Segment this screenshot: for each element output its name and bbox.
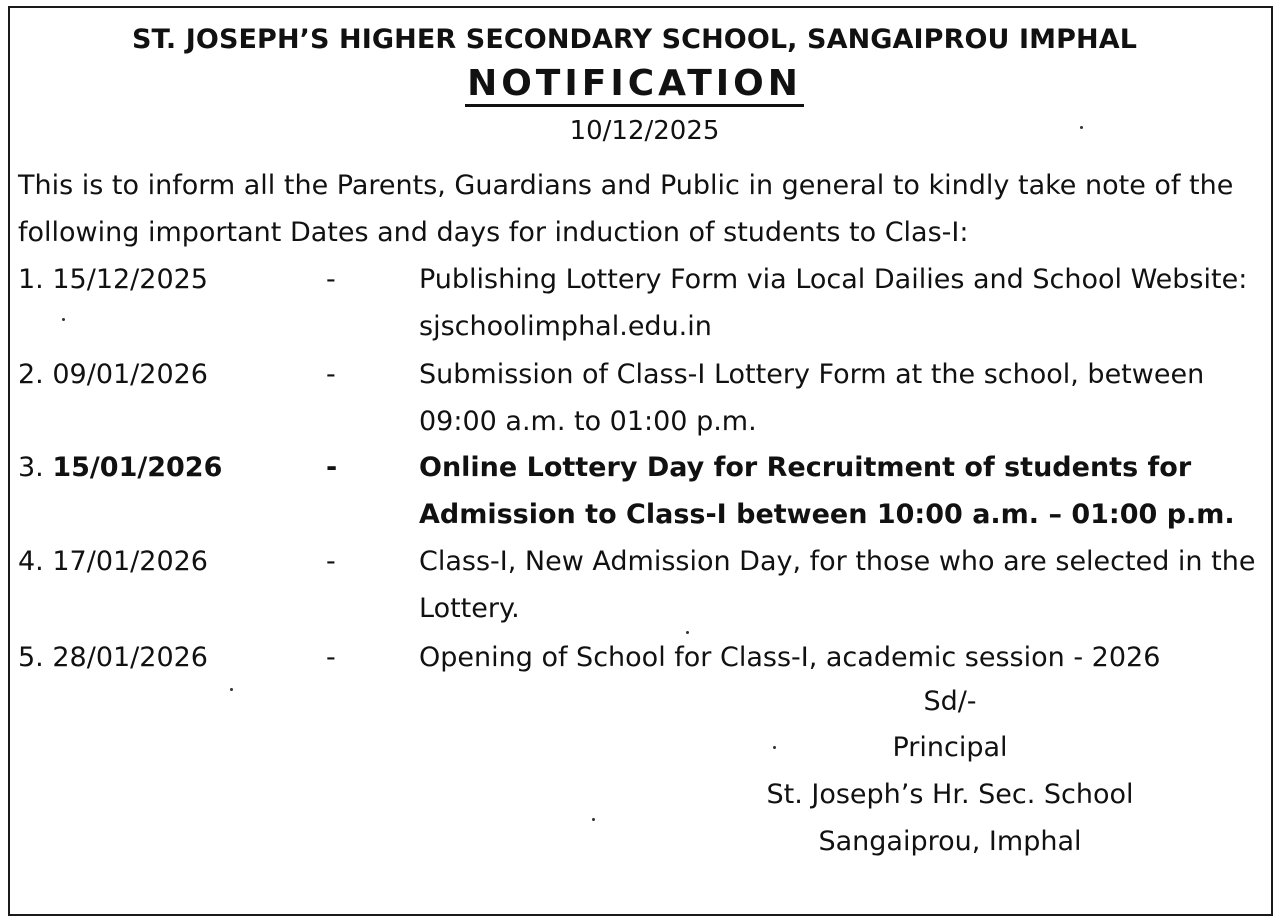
schedule-item-number: 5.	[18, 642, 44, 673]
schedule-item-description: Opening of School for Class-I, academic session - 2026	[419, 642, 1161, 673]
scan-speck	[62, 318, 65, 321]
schedule-item-number: 2.	[18, 359, 44, 390]
signature-school: St. Joseph’s Hr. Sec. School	[766, 779, 1134, 810]
notification-title: NOTIFICATION	[465, 64, 804, 107]
notice-date: 10/12/2025	[569, 116, 720, 146]
schedule-item-date	[18, 538, 318, 585]
scan-speck	[230, 688, 233, 691]
schedule-item-date-value: 15/01/2026	[52, 452, 223, 483]
scan-speck	[592, 818, 595, 821]
schedule-item-separator: -	[326, 264, 336, 295]
notification-heading	[0, 64, 1269, 107]
schedule-item-date-value: 17/01/2026	[52, 546, 208, 577]
scan-speck	[686, 631, 689, 634]
schedule-item-date	[18, 351, 318, 398]
schedule-item-date-value: 28/01/2026	[52, 642, 208, 673]
schedule-item-description: Online Lottery Day for Recruitment of students for Admission to Class-I between 10:00 a.m. – 01:00 p.m.	[419, 452, 1235, 530]
scan-speck	[1080, 126, 1083, 129]
signature-sd: Sd/-	[923, 686, 977, 717]
schedule-item-separator: -	[326, 642, 336, 673]
schedule-item-date	[18, 256, 318, 303]
scan-speck	[773, 746, 776, 749]
schedule-item-date	[18, 444, 318, 491]
schedule-item-number: 4.	[18, 546, 44, 577]
schedule-item-separator: -	[326, 452, 338, 483]
signature-location: Sangaiprou, Imphal	[818, 826, 1082, 857]
school-name: ST. JOSEPH’S HIGHER SECONDARY SCHOOL, SANGAIPROU IMPHAL	[131, 24, 1138, 55]
schedule-item-number: 3.	[18, 452, 44, 483]
intro-paragraph: This is to inform all the Parents, Guardians and Public in general to kindly take note of the following important Dates and days for induction of students to Clas-I:	[18, 170, 1234, 248]
schedule-item-description: Class-I, New Admission Day, for those who are selected in the Lottery.	[419, 546, 1256, 624]
schedule-item-date-value: 15/12/2025	[52, 264, 208, 295]
schedule-item-separator: -	[326, 359, 336, 390]
schedule-item-separator: -	[326, 546, 336, 577]
schedule-item-description: Publishing Lottery Form via Local Dailies and School Website: sjschoolimphal.edu.in	[419, 264, 1248, 342]
schedule-item-description: Submission of Class-I Lottery Form at the school, between 09:00 a.m. to 01:00 p.m.	[419, 359, 1205, 437]
schedule-item-date	[18, 634, 318, 681]
schedule-item-number: 1.	[18, 264, 44, 295]
schedule-item-date-value: 09/01/2026	[52, 359, 208, 390]
signature-designation: Principal	[892, 732, 1008, 763]
